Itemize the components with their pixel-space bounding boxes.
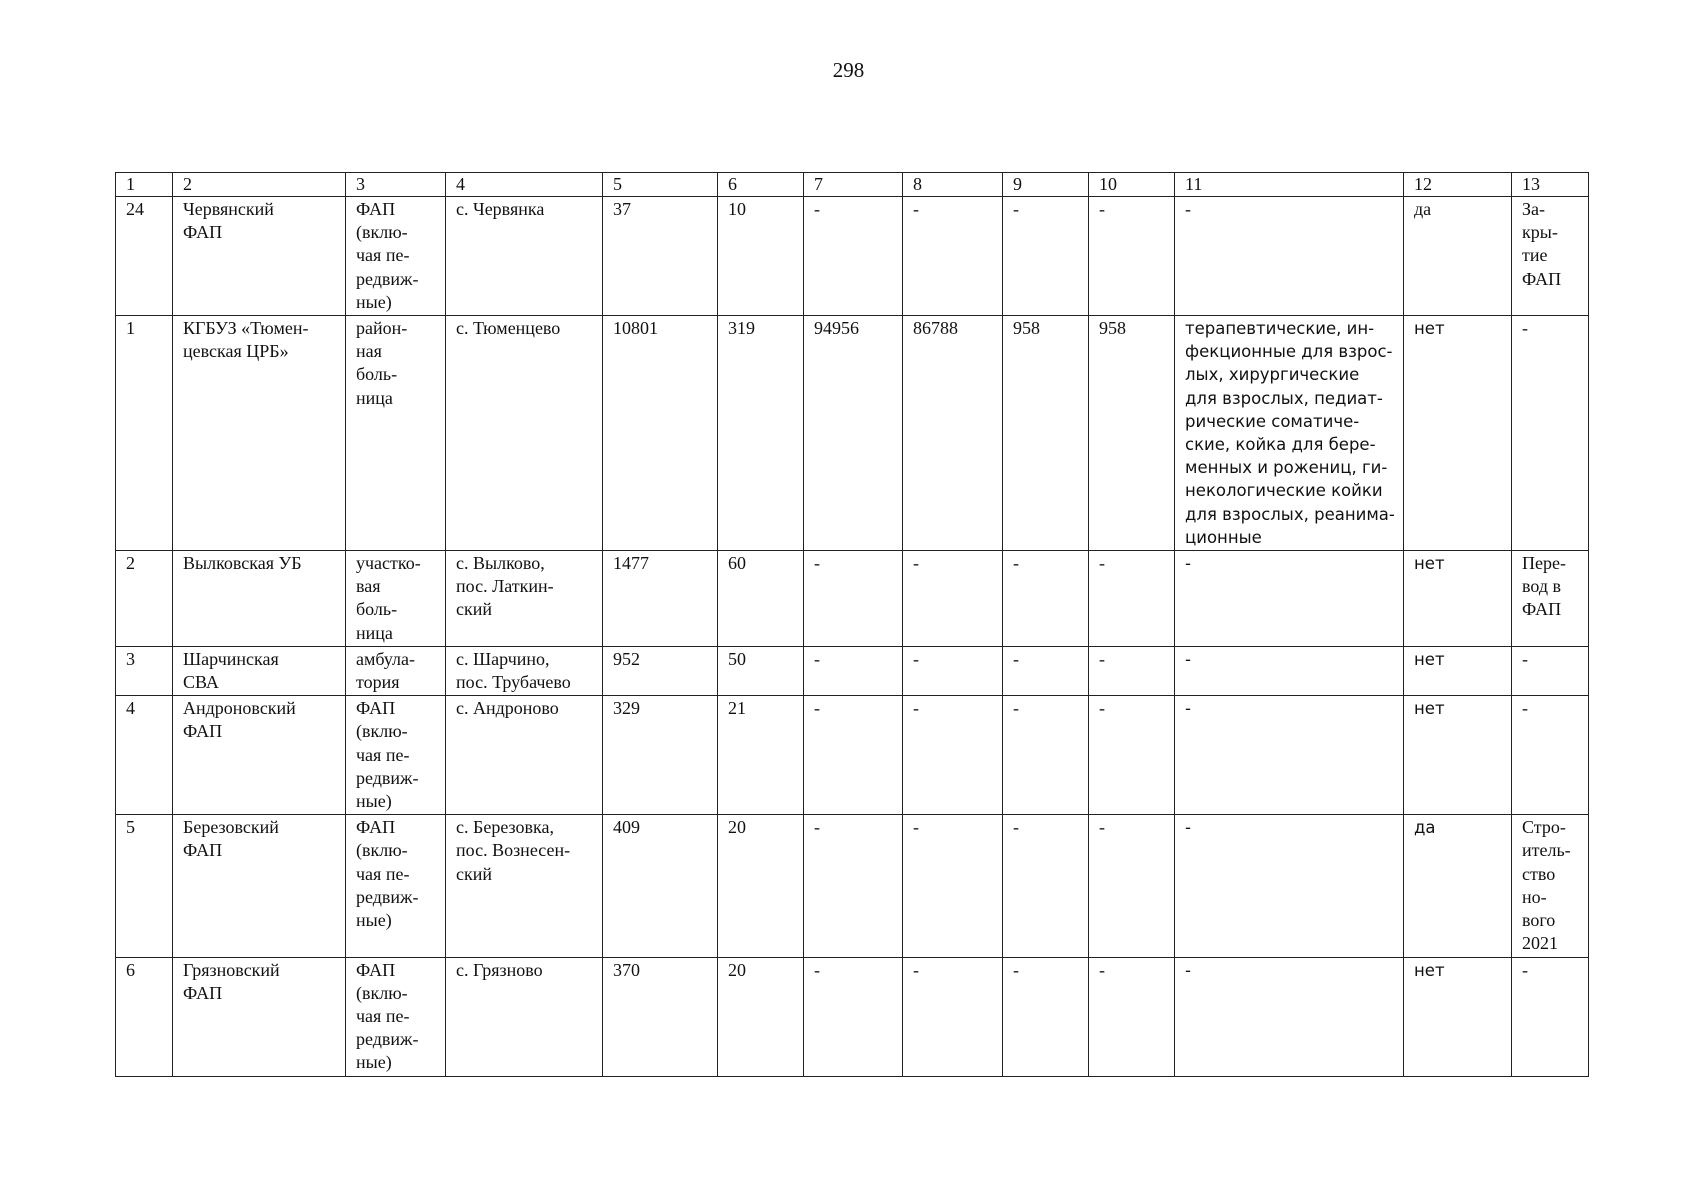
data-table xyxy=(115,172,1589,1077)
column-number-11: 11 xyxy=(1175,173,1404,197)
cell-bed-profiles: - xyxy=(1175,197,1404,316)
cell-number: 4 xyxy=(116,696,173,815)
cell-facility-type: ФАП (вклю- чая пе- редвиж- ные) xyxy=(346,815,446,957)
cell-col12: да xyxy=(1404,197,1512,316)
cell-col9: - xyxy=(1003,696,1089,815)
cell-bed-profiles: - xyxy=(1175,957,1404,1076)
cell-col7: 94956 xyxy=(804,316,903,551)
cell-col5: 1477 xyxy=(603,551,718,647)
column-number-12: 12 xyxy=(1404,173,1512,197)
cell-col12: нет xyxy=(1404,316,1512,551)
cell-facility-name: Грязновский ФАП xyxy=(173,957,346,1076)
cell-facility-type: район- ная боль- ница xyxy=(346,316,446,551)
cell-settlement: с. Шарчино, пос. Трубачево xyxy=(446,646,603,695)
cell-col6: 20 xyxy=(718,815,804,957)
cell-col9: - xyxy=(1003,957,1089,1076)
cell-settlement: с. Тюменцево xyxy=(446,316,603,551)
table-row xyxy=(116,696,1589,815)
cell-col9: - xyxy=(1003,197,1089,316)
cell-col12: да xyxy=(1404,815,1512,957)
cell-number: 3 xyxy=(116,646,173,695)
cell-facility-type: ФАП (вклю- чая пе- редвиж- ные) xyxy=(346,197,446,316)
table-row xyxy=(116,316,1589,551)
cell-col5: 370 xyxy=(603,957,718,1076)
table-row xyxy=(116,646,1589,695)
cell-facility-name: КГБУЗ «Тюмен- цевская ЦРБ» xyxy=(173,316,346,551)
cell-facility-type: ФАП (вклю- чая пе- редвиж- ные) xyxy=(346,957,446,1076)
cell-col12: нет xyxy=(1404,957,1512,1076)
cell-bed-profiles: - xyxy=(1175,696,1404,815)
cell-settlement: с. Березовка, пос. Вознесен- ский xyxy=(446,815,603,957)
cell-col8: - xyxy=(903,646,1003,695)
cell-col10: - xyxy=(1089,197,1175,316)
page-number: 298 xyxy=(832,58,865,82)
table-row xyxy=(116,815,1589,957)
cell-col7: - xyxy=(804,696,903,815)
cell-facility-type: ФАП (вклю- чая пе- редвиж- ные) xyxy=(346,696,446,815)
cell-col8: - xyxy=(903,551,1003,647)
cell-col6: 319 xyxy=(718,316,804,551)
cell-facility-name: Березовский ФАП xyxy=(173,815,346,957)
column-number-2: 2 xyxy=(173,173,346,197)
table-row xyxy=(116,551,1589,647)
cell-col8: - xyxy=(903,696,1003,815)
cell-bed-profiles: - xyxy=(1175,815,1404,957)
column-number-1: 1 xyxy=(116,173,173,197)
cell-number: 1 xyxy=(116,316,173,551)
cell-col5: 952 xyxy=(603,646,718,695)
cell-col12: нет xyxy=(1404,646,1512,695)
cell-col13: Стро- итель- ство но- вого 2021 xyxy=(1512,815,1589,957)
cell-col5: 37 xyxy=(603,197,718,316)
column-number-6: 6 xyxy=(718,173,804,197)
cell-col6: 20 xyxy=(718,957,804,1076)
cell-settlement: с. Грязново xyxy=(446,957,603,1076)
cell-number: 24 xyxy=(116,197,173,316)
cell-number: 2 xyxy=(116,551,173,647)
cell-col13: - xyxy=(1512,957,1589,1076)
cell-bed-profiles: терапевтические, ин- фекционные для взрос- лых, хирургические для взрослых, педиат- рические соматиче- ские, койка для бере- менных и рожениц, ги- некологические койки для взрослых, реанима- ционные xyxy=(1175,316,1404,551)
column-number-7: 7 xyxy=(804,173,903,197)
cell-col5: 10801 xyxy=(603,316,718,551)
cell-col7: - xyxy=(804,551,903,647)
column-number-5: 5 xyxy=(603,173,718,197)
cell-col10: 958 xyxy=(1089,316,1175,551)
cell-col12: нет xyxy=(1404,696,1512,815)
cell-col13: - xyxy=(1512,696,1589,815)
cell-col12: нет xyxy=(1404,551,1512,647)
cell-facility-type: участко- вая боль- ница xyxy=(346,551,446,647)
cell-col8: - xyxy=(903,197,1003,316)
cell-col10: - xyxy=(1089,646,1175,695)
column-number-10: 10 xyxy=(1089,173,1175,197)
cell-col13: - xyxy=(1512,316,1589,551)
cell-col13: - xyxy=(1512,646,1589,695)
cell-facility-name: Вылковская УБ xyxy=(173,551,346,647)
cell-facility-name: Андроновский ФАП xyxy=(173,696,346,815)
cell-col9: - xyxy=(1003,551,1089,647)
cell-col10: - xyxy=(1089,957,1175,1076)
cell-col7: - xyxy=(804,957,903,1076)
cell-col13: Пере- вод в ФАП xyxy=(1512,551,1589,647)
cell-col6: 50 xyxy=(718,646,804,695)
column-number-4: 4 xyxy=(446,173,603,197)
cell-col9: - xyxy=(1003,646,1089,695)
column-number-13: 13 xyxy=(1512,173,1589,197)
cell-number: 6 xyxy=(116,957,173,1076)
cell-col10: - xyxy=(1089,551,1175,647)
cell-settlement: с. Червянка xyxy=(446,197,603,316)
cell-col9: - xyxy=(1003,815,1089,957)
cell-col8: - xyxy=(903,957,1003,1076)
cell-col9: 958 xyxy=(1003,316,1089,551)
cell-bed-profiles: - xyxy=(1175,551,1404,647)
cell-number: 5 xyxy=(116,815,173,957)
cell-col6: 21 xyxy=(718,696,804,815)
cell-col6: 60 xyxy=(718,551,804,647)
cell-col10: - xyxy=(1089,696,1175,815)
table-header-row xyxy=(116,173,1589,197)
cell-col5: 409 xyxy=(603,815,718,957)
cell-col8: 86788 xyxy=(903,316,1003,551)
cell-facility-name: Шарчинская СВА xyxy=(173,646,346,695)
cell-settlement: с. Андроново xyxy=(446,696,603,815)
cell-facility-type: амбула- тория xyxy=(346,646,446,695)
cell-col13: За- кры- тие ФАП xyxy=(1512,197,1589,316)
cell-col7: - xyxy=(804,815,903,957)
cell-col6: 10 xyxy=(718,197,804,316)
cell-col10: - xyxy=(1089,815,1175,957)
table-row xyxy=(116,957,1589,1076)
cell-facility-name: Червянский ФАП xyxy=(173,197,346,316)
column-number-8: 8 xyxy=(903,173,1003,197)
cell-col7: - xyxy=(804,646,903,695)
table-row xyxy=(116,197,1589,316)
column-number-3: 3 xyxy=(346,173,446,197)
cell-col5: 329 xyxy=(603,696,718,815)
cell-bed-profiles: - xyxy=(1175,646,1404,695)
cell-col7: - xyxy=(804,197,903,316)
cell-settlement: с. Вылково, пос. Латкин- ский xyxy=(446,551,603,647)
column-number-9: 9 xyxy=(1003,173,1089,197)
cell-col8: - xyxy=(903,815,1003,957)
